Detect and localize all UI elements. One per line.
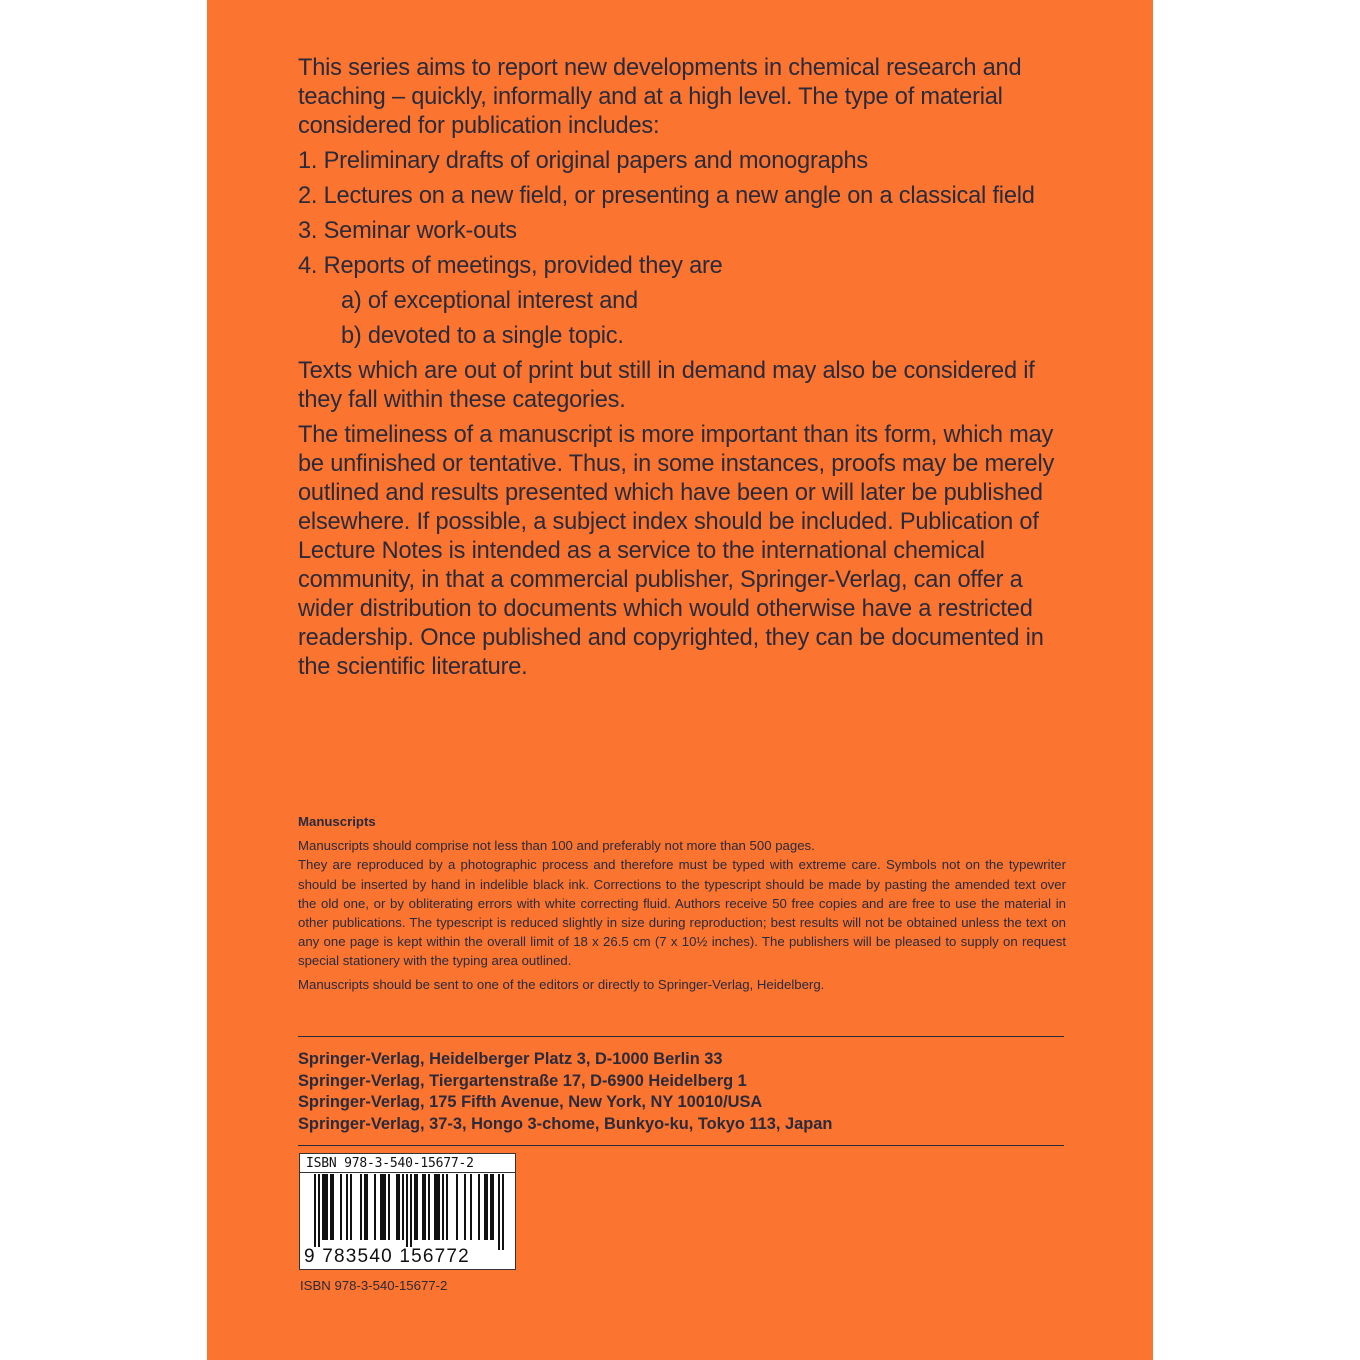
barcode-bar [350, 1174, 352, 1240]
barcode-guard-bar [318, 1174, 320, 1250]
manuscripts-paragraph: Manuscripts should be sent to one of the editors or directly to Springer-Verlag, Heidelberg. [298, 976, 825, 992]
barcode-guard-bar [406, 1174, 408, 1250]
barcode-bar [422, 1174, 426, 1240]
barcode-bar [388, 1174, 390, 1240]
address-line: Springer-Verlag, Tiergartenstraße 17, D-6900 Heidelberg 1 [298, 1071, 747, 1090]
address-line: Springer-Verlag, Heidelberger Platz 3, D-1000 Berlin 33 [298, 1050, 723, 1068]
barcode-bar [330, 1174, 334, 1240]
barcode-bar [364, 1174, 368, 1240]
barcode-bar [428, 1174, 430, 1240]
barcode-bars [314, 1174, 504, 1250]
intro-paragraph: This series aims to report new developments in chemical research and teaching – quickly, informally and at a high level. The type of material considered for publication includes: [298, 55, 1022, 139]
manuscripts-heading: Manuscripts [298, 814, 376, 829]
divider-line [298, 1036, 1064, 1037]
barcode-guard-bar [314, 1174, 316, 1250]
barcode-bar [402, 1174, 404, 1240]
barcode-bar [446, 1174, 448, 1240]
list-item: 1. Preliminary drafts of original papers and monographs [298, 148, 868, 174]
barcode-bar [456, 1174, 458, 1240]
barcode-bar [374, 1174, 376, 1240]
barcode-bar [490, 1174, 494, 1240]
barcode-label-rule [300, 1172, 515, 1173]
barcode-bar [434, 1174, 440, 1240]
series-description [298, 54, 1068, 682]
list-item: 2. Lectures on a new field, or presenting a new angle on a classical field [298, 183, 1035, 209]
publisher-addresses [298, 1049, 832, 1135]
barcode-bar [478, 1174, 480, 1240]
back-cover [207, 0, 1153, 1360]
sub-list-item: b) devoted to a single topic. [341, 323, 624, 349]
barcode-bar [380, 1174, 386, 1240]
barcode-isbn-label: ISBN 978-3-540-15677-2 [306, 1156, 474, 1171]
divider-line [298, 1145, 1064, 1146]
barcode-guard-bar [502, 1174, 504, 1250]
barcode-bar [470, 1174, 472, 1240]
barcode-bar [340, 1174, 342, 1240]
manuscripts-paragraph: Manuscripts should comprise not less than 100 and preferably not more than 500 pages. [298, 838, 815, 854]
list-item: 3. Seminar work-outs [298, 218, 517, 244]
intro-paragraph: The timeliness of a manuscript is more important than its form, which may be unfinished or tentative. Thus, in some instances, proofs may be merely outlined and results presented which have been or will later be published elsewhere. If possible, a subject index should be included. Publication of Lecture Notes is intended as a service to the international chemical community, in that a commercial publisher, Springer-Verlag, can offer a wider distribution to documents which would otherwise have a restricted readership. Once published and copyrighted, they can be documented in the scientific literature. [298, 422, 1055, 680]
barcode-guard-bar [410, 1174, 412, 1250]
barcode-guard-bar [498, 1174, 500, 1250]
barcode-bar [396, 1174, 400, 1240]
barcode-bar [322, 1174, 328, 1240]
barcode-bar [442, 1174, 444, 1240]
address-line: Springer-Verlag, 175 Fifth Avenue, New York, NY 10010/USA [298, 1093, 763, 1112]
barcode [299, 1153, 516, 1270]
barcode-bar [464, 1174, 466, 1240]
barcode-bar [346, 1174, 348, 1240]
isbn-text: ISBN 978-3-540-15677-2 [300, 1278, 448, 1293]
manuscripts-section [298, 812, 1066, 994]
manuscripts-paragraph: They are reproduced by a photographic process and therefore must be typed with extreme care. Symbols not on the typewriter should be inserted by hand in indelible black ink. Corrections to the typescript should be made by pasting the amended text over the old one, or by obliterating errors with white correcting fluid. Authors receive 50 free copies and are free to use the material in other publications. The typescript is reduced slightly in size during reproduction; best results will not be obtained unless the text on any one page is kept within the overall limit of 18 x 26.5 cm (7 x 10½ inches). The publishers will be pleased to supply on request special stationery with the typing area outlined. [298, 857, 1066, 969]
barcode-digits: 9 783540 156772 [304, 1246, 470, 1267]
address-line: Springer-Verlag, 37-3, Hongo 3-chome, Bunkyo-ku, Tokyo 113, Japan [298, 1114, 833, 1133]
list-item: 4. Reports of meetings, provided they are [298, 253, 723, 279]
barcode-bar [484, 1174, 488, 1240]
intro-paragraph: Texts which are out of print but still in demand may also be considered if they fall within these categories. [298, 358, 1035, 413]
barcode-bar [414, 1174, 418, 1240]
sub-list-item: a) of exceptional interest and [341, 288, 638, 314]
barcode-bar [360, 1174, 362, 1240]
